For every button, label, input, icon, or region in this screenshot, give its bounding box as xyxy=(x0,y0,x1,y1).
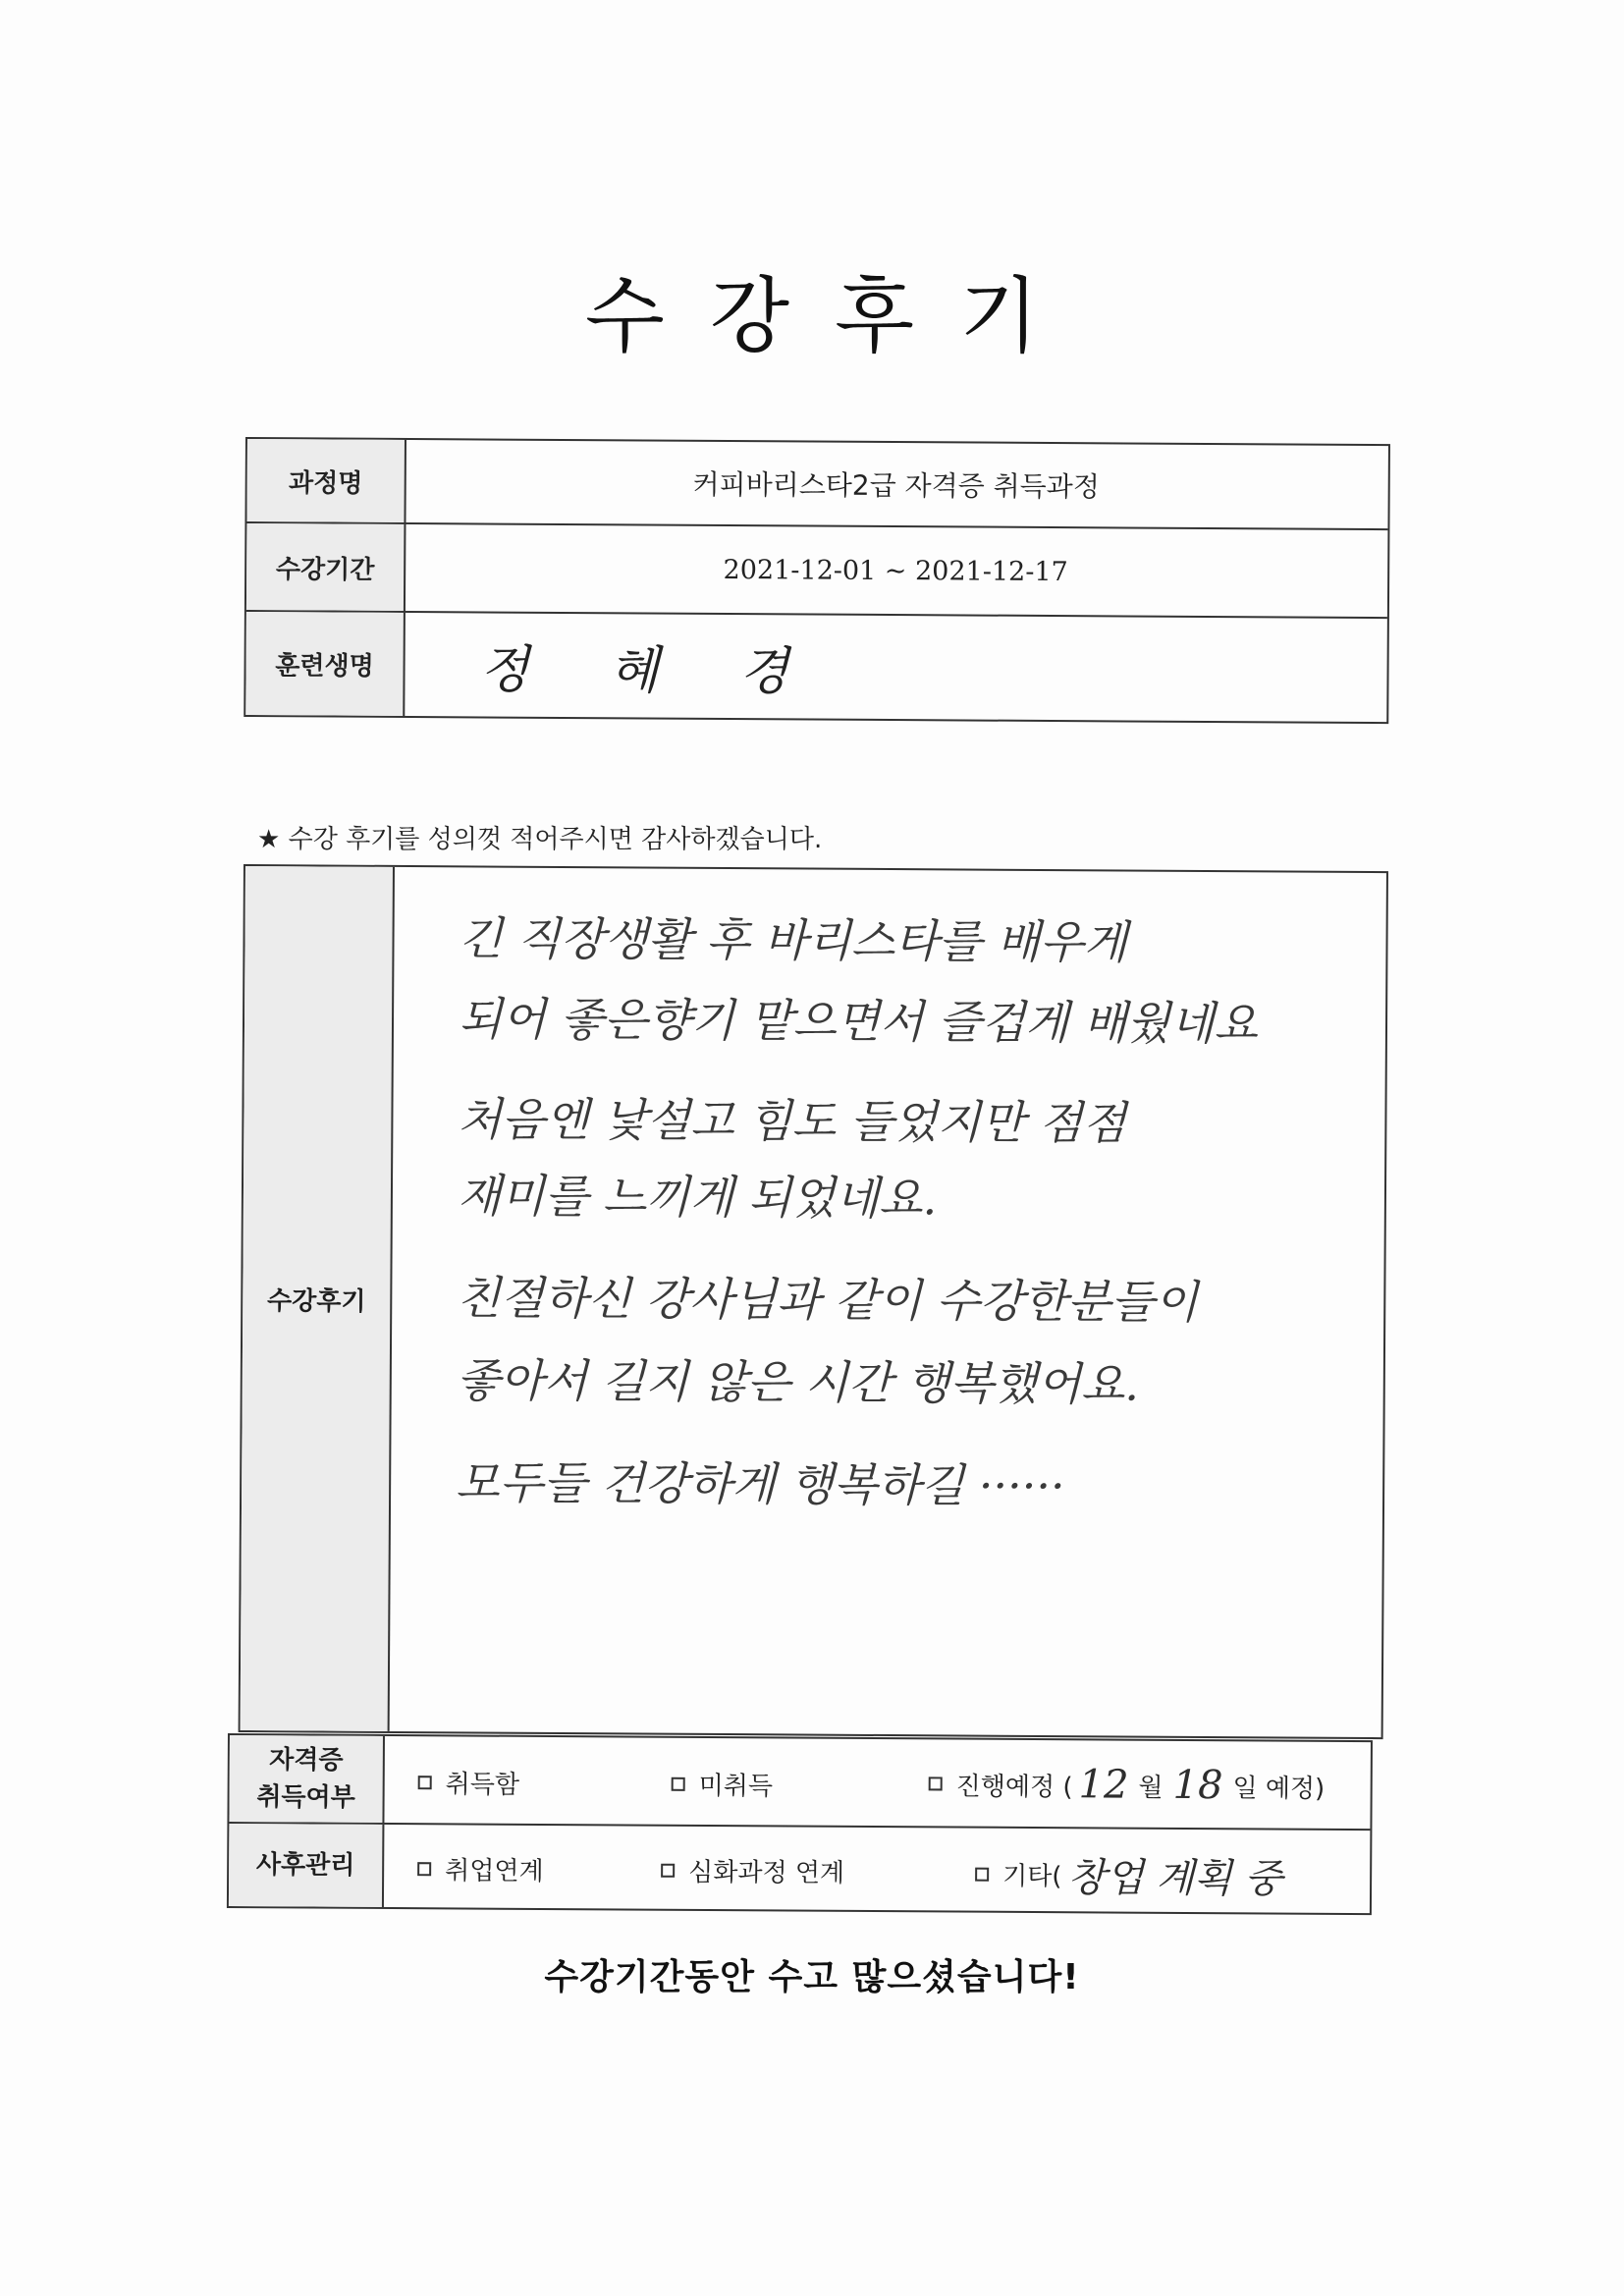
trainee-label: 훈련생명 xyxy=(245,612,406,716)
option-planned-label: 진행예정 ( xyxy=(955,1772,1073,1802)
period-label: 수강기간 xyxy=(246,523,406,611)
certificate-label-line1: 자격증 xyxy=(269,1745,344,1776)
page-title: 수강후기 xyxy=(584,268,1085,364)
trainee-row xyxy=(245,612,1387,722)
status-table xyxy=(227,1733,1373,1915)
planned-month-unit: 월 xyxy=(1138,1773,1164,1803)
checkbox-icon[interactable] xyxy=(418,1776,432,1789)
option-planned[interactable] xyxy=(929,1761,1329,1808)
course-row xyxy=(246,439,1388,530)
review-line: 되어 좋은향기 맡으면서 즐겁게 배웠네요 xyxy=(458,992,1259,1051)
option-other[interactable] xyxy=(975,1846,1288,1904)
review-handwritten-area xyxy=(388,867,1386,1737)
review-line: 좋아서 길지 않은 시간 행복했어요. xyxy=(456,1353,1140,1411)
option-acquired[interactable] xyxy=(418,1764,520,1801)
checkbox-icon[interactable] xyxy=(672,1777,685,1790)
review-line: 재미를 느끼게 되었네요. xyxy=(457,1169,938,1226)
option-not-acquired[interactable] xyxy=(672,1766,774,1803)
trainee-name-handwritten: 정혜경 xyxy=(479,640,870,702)
certificate-label xyxy=(229,1735,385,1823)
checkbox-icon[interactable] xyxy=(975,1867,989,1881)
aftercare-label: 사후관리 xyxy=(229,1824,385,1907)
notice-text: ★ 수강 후기를 성의껏 적어주시면 감사하겠습니다. xyxy=(257,825,823,854)
review-line: 친절하신 강사님과 같이 수강한분들이 xyxy=(457,1271,1199,1329)
option-employment[interactable] xyxy=(417,1850,544,1887)
review-line: 처음엔 낯설고 힘도 들었지만 점점 xyxy=(458,1092,1127,1150)
planned-day-unit: 일 예정) xyxy=(1232,1773,1326,1804)
checkbox-icon[interactable] xyxy=(417,1862,431,1876)
planned-day-handwritten: 18 xyxy=(1172,1762,1223,1809)
certificate-label-line2: 취득여부 xyxy=(256,1782,355,1813)
review-box xyxy=(239,864,1388,1739)
other-handwritten: 창업 계획 중 xyxy=(1067,1855,1283,1902)
aftercare-row xyxy=(229,1824,1370,1913)
option-not-acquired-label: 미취득 xyxy=(698,1771,774,1802)
period-value: 2021-12-01 ~ 2021-12-17 xyxy=(723,554,1068,587)
option-advanced[interactable] xyxy=(661,1852,844,1889)
certificate-row xyxy=(229,1735,1371,1831)
closing-message: 수강기간동안 수고 많으셨습니다! xyxy=(544,1957,1080,1997)
option-advanced-label: 심화과정 연계 xyxy=(688,1857,845,1888)
checkbox-icon[interactable] xyxy=(661,1863,675,1877)
review-line: 모두들 건강하게 행복하길 ······ xyxy=(455,1455,1065,1513)
option-other-label: 기타( xyxy=(1002,1861,1062,1892)
period-row xyxy=(246,523,1388,619)
planned-month-handwritten: 12 xyxy=(1078,1762,1129,1808)
course-info-table xyxy=(244,437,1390,724)
option-acquired-label: 취득함 xyxy=(445,1770,520,1800)
course-label: 과정명 xyxy=(246,439,406,522)
review-line: 긴 직장생활 후 바리스타를 배우게 xyxy=(459,911,1128,969)
course-value: 커피바리스타2급 자격증 취득과정 xyxy=(692,467,1100,504)
checkbox-icon[interactable] xyxy=(929,1777,943,1790)
option-employment-label: 취업연계 xyxy=(445,1856,544,1886)
review-label: 수강후기 xyxy=(241,866,395,1731)
